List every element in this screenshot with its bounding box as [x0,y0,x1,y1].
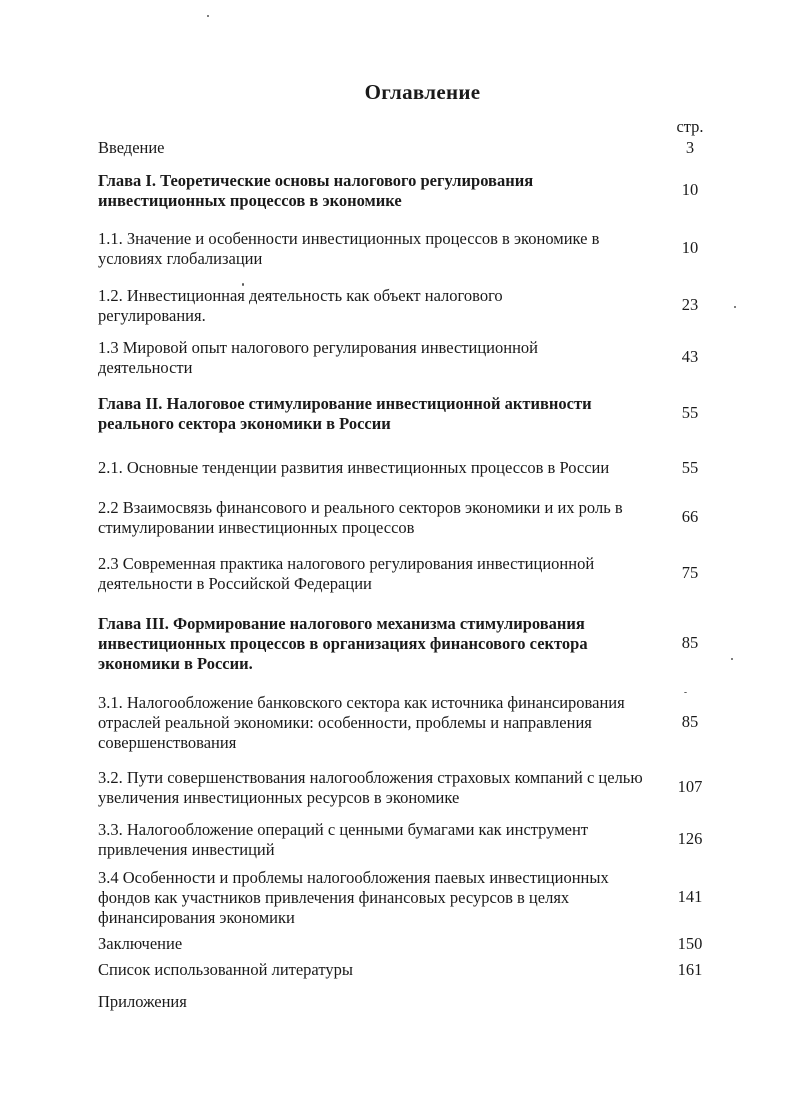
scan-speck [207,15,209,17]
toc-page-2-3: 75 [681,563,699,582]
toc-entry-chapter-3: Глава III. Формирование налогового механизма стимулирования инвестиционных процессов в организациях финансового сектора экономики в России. [98,614,588,673]
toc-entry-1-3: 1.3 Мировой опыт налогового регулирования инвестиционной деятельности [98,338,538,377]
scan-speck [242,283,244,286]
toc-page-introduction: 3 [685,138,695,157]
toc-entry-2-2: 2.2 Взаимосвязь финансового и реального секторов экономики и их роль в стимулировании инвестиционных процессов [98,498,623,537]
toc-page-chapter-3: 85 [681,633,699,652]
toc-page-1-2: 23 [681,295,699,314]
toc-page-chapter-2: 55 [681,403,699,422]
toc-entry-1-2: 1.2. Инвестиционная деятельность как объект налогового регулирования. [98,286,503,325]
toc-entry-2-1: 2.1. Основные тенденции развития инвестиционных процессов в России [98,458,610,477]
toc-entry-2-3: 2.3 Современная практика налогового регулирования инвестиционной деятельности в Российской Федерации [98,554,595,593]
toc-entry-references: Список использованной литературы [98,960,353,979]
toc-entry-appendices: Приложения [98,992,187,1011]
toc-entry-3-3: 3.3. Налогообложение операций с ценными бумагами как инструмент привлечения инвестиций [98,820,589,859]
toc-page-2-2: 66 [681,507,699,526]
toc-entry-3-1: 3.1. Налогообложение банковского сектора как источника финансирования отраслей реальной экономики: особенности, проблемы и направления совершенствования [98,693,625,752]
toc-page-1-3: 43 [681,347,699,366]
toc-page-conclusion: 150 [677,934,703,953]
toc-page-2-1: 55 [681,458,699,477]
toc-entry-chapter-2: Глава II. Налоговое стимулирование инвестиционной активности реального сектора экономики в России [98,394,592,433]
toc-entry-3-2: 3.2. Пути совершенствования налогообложения страховых компаний с целью увеличения инвестиционных ресурсов в экономике [98,768,643,807]
scan-speck [734,306,736,308]
toc-page-3-4: 141 [677,887,703,906]
toc-page-1-1: 10 [681,238,699,257]
toc-page-3-3: 126 [677,829,703,848]
scan-speck [731,658,733,660]
toc-entry-conclusion: Заключение [98,934,183,953]
page-title: Оглавление [364,80,481,104]
toc-page-chapter-1: 10 [681,180,699,199]
scan-speck [684,692,687,693]
toc-entry-3-4: 3.4 Особенности и проблемы налогообложения паевых инвестиционных фондов как участников привлечения финансовых ресурсов в целях финансирования экономики [98,868,609,927]
toc-page-3-1: 85 [681,712,699,731]
pages-column-header: стр. [676,117,704,136]
toc-page-references: 161 [677,960,703,979]
toc-entry-introduction: Введение [98,138,165,157]
toc-entry-1-1: 1.1. Значение и особенности инвестиционных процессов в экономике в условиях глобализации [98,229,600,268]
toc-entry-chapter-1: Глава I. Теоретические основы налогового регулирования инвестиционных процессов в экономике [98,171,534,210]
toc-page-3-2: 107 [677,777,703,796]
